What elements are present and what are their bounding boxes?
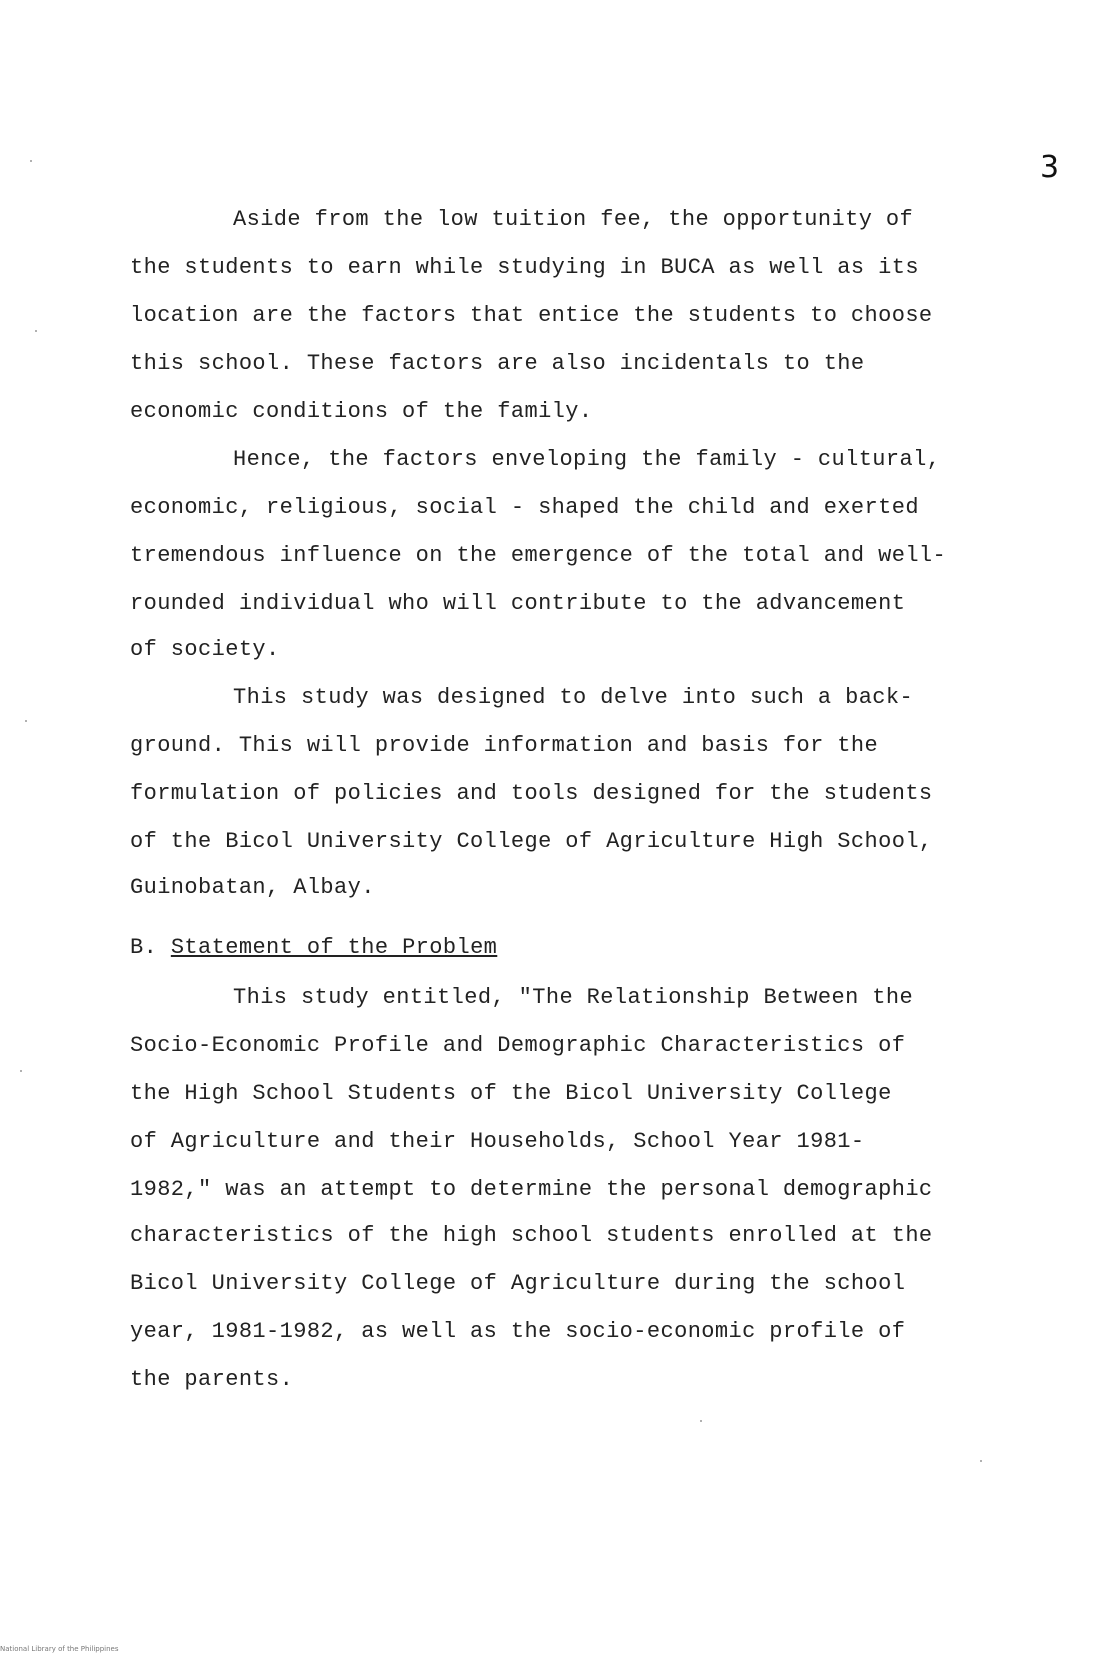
paragraph-4-line: the parents. [130,1367,294,1392]
paragraph-4-line: the High School Students of the Bicol University College [130,1081,892,1106]
paragraph-3-line: ground. This will provide information and basis for the [130,733,879,758]
paragraph-2-line: tremendous influence on the emergence of the total and well- [130,543,947,568]
scan-speck [25,720,27,722]
paragraph-4-line: Socio-Economic Profile and Demographic Characteristics of [130,1033,906,1058]
scan-speck [30,160,32,162]
paragraph-2-line: rounded individual who will contribute to the advancement [130,591,906,616]
paragraph-4-line: of Agriculture and their Households, School Year 1981- [130,1129,865,1154]
section-title: Statement of the Problem [170,935,498,960]
paragraph-3-line: Guinobatan, Albay. [130,875,375,900]
scan-speck [980,1460,982,1462]
section-letter: B. [130,935,158,960]
scan-speck [35,330,37,332]
paragraph-1-line: Aside from the low tuition fee, the opportunity of [233,207,914,232]
paragraph-1-line: this school. These factors are also incidentals to the [130,351,865,376]
paragraph-3-line: formulation of policies and tools designed for the students [130,781,933,806]
page-number: 3 [1040,150,1060,185]
section-heading [130,934,497,962]
scan-speck [20,1070,22,1072]
paragraph-4-line: Bicol University College of Agriculture during the school [130,1271,906,1296]
paragraph-4-line: 1982," was an attempt to determine the personal demographic [130,1177,933,1202]
paragraph-2-line: economic, religious, social - shaped the child and exerted [130,495,919,520]
paragraph-3-line: This study was designed to delve into such a back- [233,685,914,710]
paragraph-4-line: This study entitled, "The Relationship Between the [233,985,914,1010]
paragraph-1-line: location are the factors that entice the students to choose [130,303,933,328]
paragraph-4-line: characteristics of the high school students enrolled at the [130,1223,933,1248]
paragraph-4-line: year, 1981-1982, as well as the socio-economic profile of [130,1319,906,1344]
scan-speck [700,1420,702,1422]
paragraph-1-line: the students to earn while studying in BUCA as well as its [130,255,919,280]
paragraph-2-line: Hence, the factors enveloping the family - cultural, [233,447,941,472]
paragraph-2-line: of society. [130,637,280,662]
paragraph-1-line: economic conditions of the family. [130,399,593,424]
paragraph-3-line: of the Bicol University College of Agriculture High School, [130,829,933,854]
scan-footer: National Library of the Philippines [0,1645,119,1653]
